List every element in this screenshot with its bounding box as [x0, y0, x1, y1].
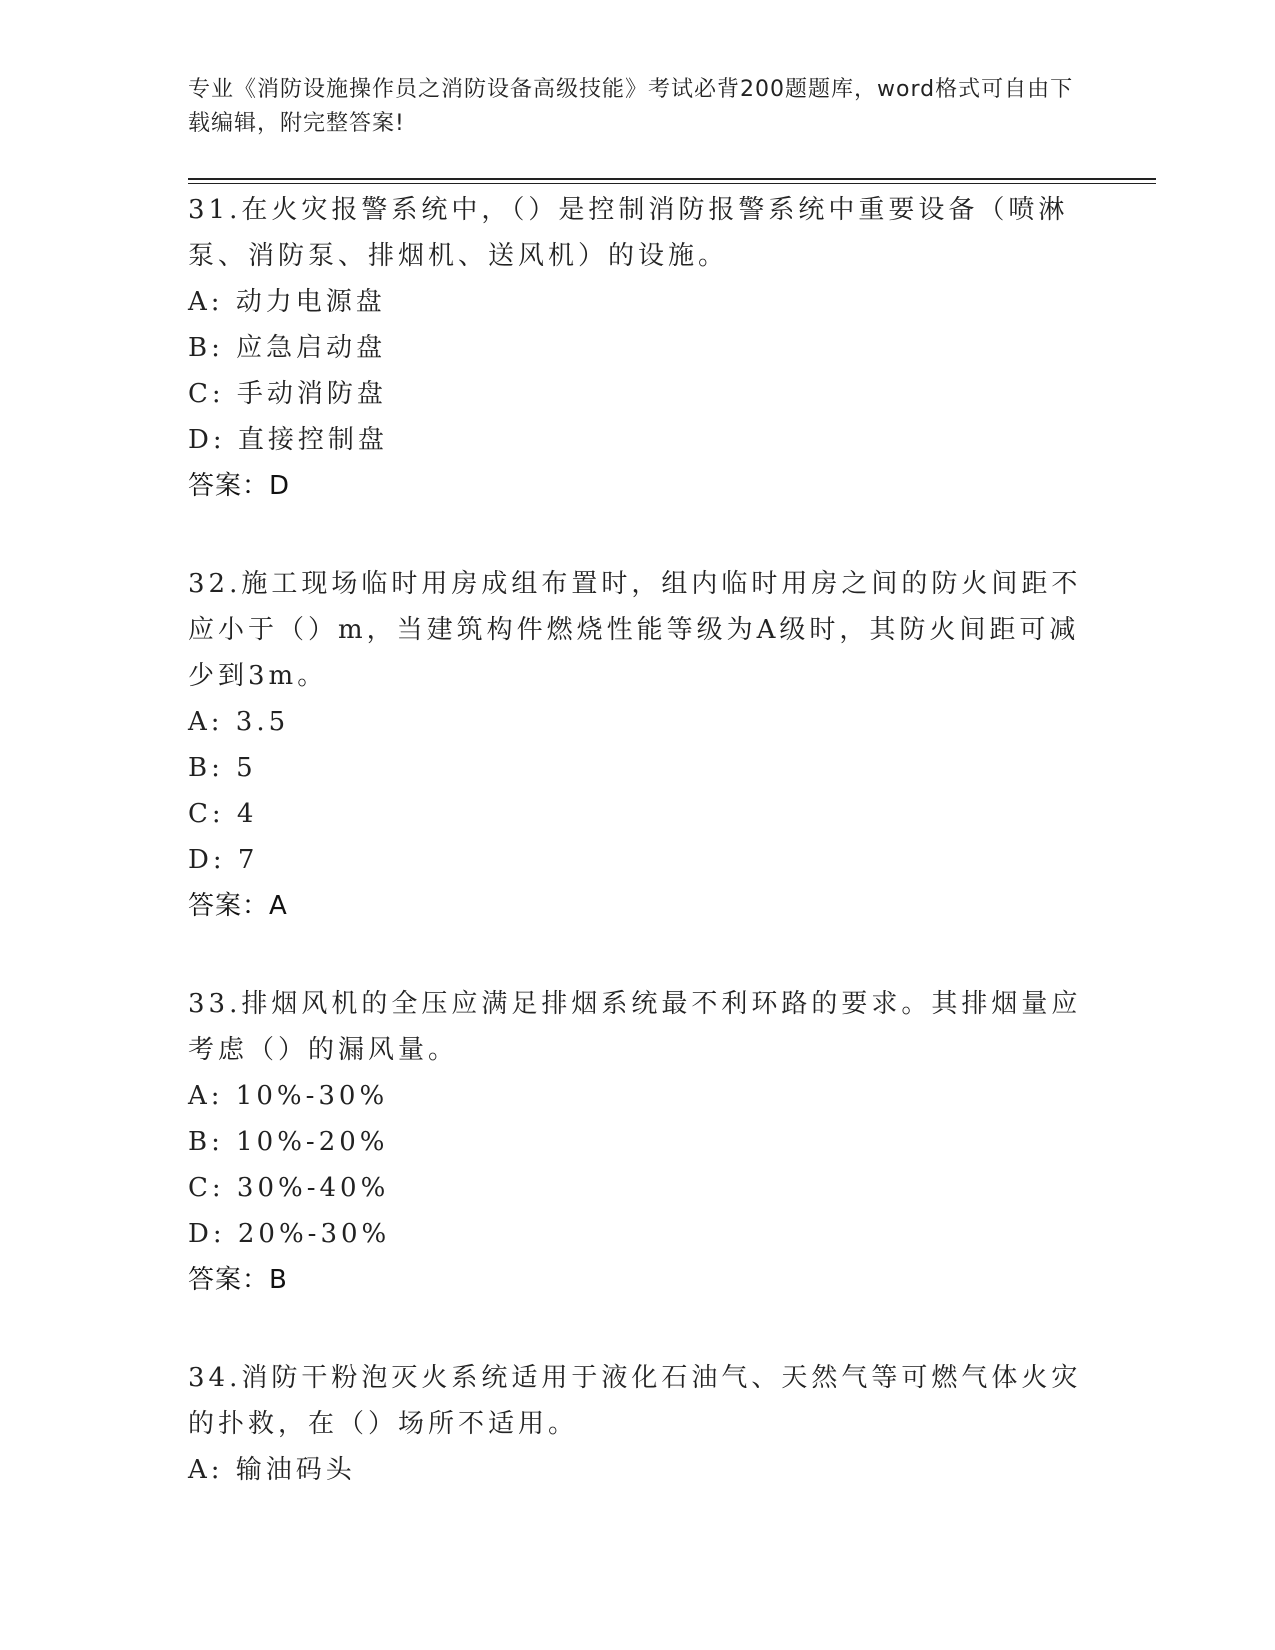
question-31 — [188, 187, 1088, 509]
option-list — [188, 1447, 1088, 1493]
option-c: C: 30%-40% — [188, 1173, 390, 1203]
option-a: A: 输油码头 — [188, 1455, 356, 1485]
option-c: C: 4 — [188, 799, 258, 829]
option-b: B: 5 — [188, 753, 257, 783]
option-c: C: 手动消防盘 — [188, 379, 387, 409]
option-a: A: 动力电源盘 — [188, 287, 386, 317]
question-stem: 33.排烟风机的全压应满足排烟系统最不利环路的要求。其排烟量应考虑（）的漏风量。 — [188, 989, 1082, 1065]
answer-line: 答案：D — [188, 471, 291, 501]
question-stem: 31.在火灾报警系统中，（）是控制消防报警系统中重要设备（喷淋泵、消防泵、排烟机、送风机）的设施。 — [188, 195, 1069, 271]
option-list — [188, 699, 1088, 883]
option-d: D: 直接控制盘 — [188, 425, 388, 455]
option-d: D: 20%-30% — [188, 1219, 391, 1249]
option-b: B: 应急启动盘 — [188, 333, 387, 363]
answer-line: 答案：A — [188, 891, 288, 921]
option-list — [188, 1073, 1088, 1257]
option-a: A: 3.5 — [188, 707, 290, 737]
option-b: B: 10%-20% — [188, 1127, 389, 1157]
option-a: A: 10%-30% — [188, 1081, 389, 1111]
question-32 — [188, 561, 1088, 929]
question-stem: 32.施工现场临时用房成组布置时，组内临时用房之间的防火间距不应小于（）m，当建筑构件燃烧性能等级为A级时，其防火间距可减少到3m。 — [188, 569, 1082, 691]
answer-line: 答案：B — [188, 1265, 288, 1295]
question-33 — [188, 981, 1088, 1303]
page-header-title: 专业《消防设施操作员之消防设备高级技能》考试必背200题题库，word格式可自由下载编辑，附完整答案! — [188, 77, 1074, 136]
option-d: D: 7 — [188, 845, 259, 875]
question-list — [188, 187, 1088, 1493]
question-34 — [188, 1355, 1088, 1493]
header-divider — [188, 178, 1156, 184]
option-list — [188, 279, 1088, 463]
question-stem: 34.消防干粉泡灭火系统适用于液化石油气、天然气等可燃气体火灾的扑救，在（）场所不适用。 — [188, 1363, 1082, 1439]
